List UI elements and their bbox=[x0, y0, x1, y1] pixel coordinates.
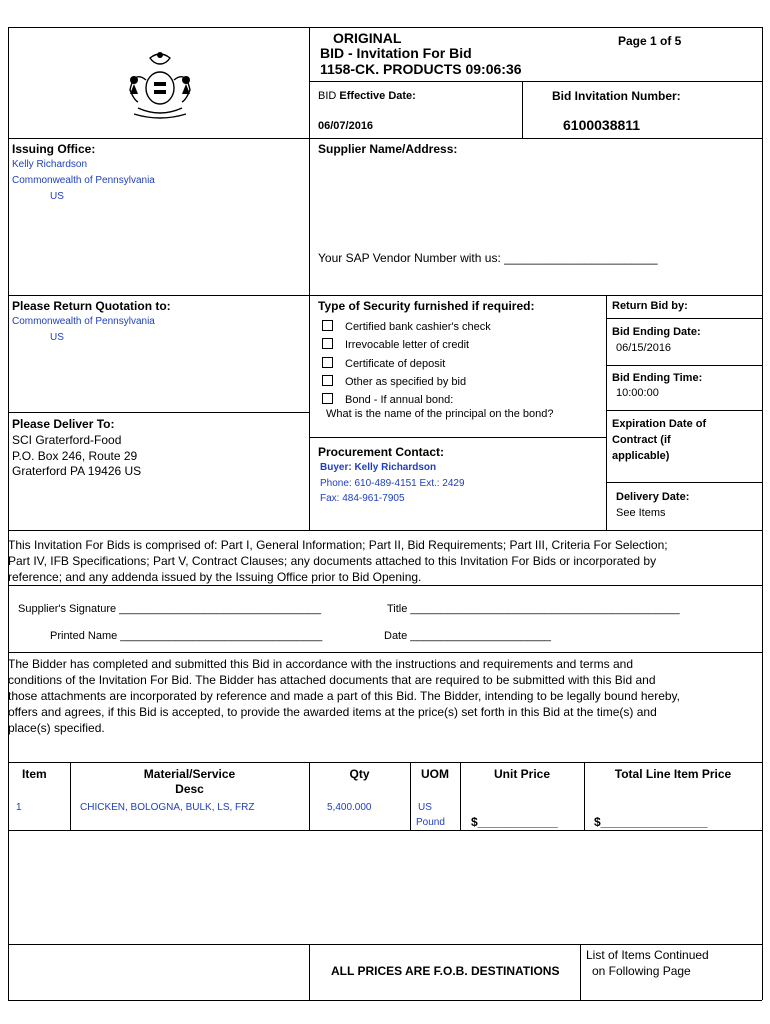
commonwealth-seal-icon bbox=[120, 50, 200, 120]
document-subtitle: 1158-CK. PRODUCTS 09:06:36 bbox=[320, 61, 522, 77]
column-header-uom: UOM bbox=[421, 767, 449, 781]
checkbox[interactable] bbox=[322, 320, 333, 331]
expiration-date-label-3: applicable) bbox=[612, 450, 670, 462]
security-option-cashier-check[interactable]: Certified bank cashier's check bbox=[322, 320, 491, 333]
issuing-office-label: Issuing Office: bbox=[12, 142, 96, 156]
issuing-office-country: US bbox=[50, 191, 64, 202]
bid-ending-date-value: 06/15/2016 bbox=[616, 342, 672, 354]
return-quotation-label: Please Return Quotation to: bbox=[12, 299, 171, 313]
supplier-label: Supplier Name/Address: bbox=[318, 142, 458, 156]
effective-date-label: BID Effective Date: bbox=[318, 90, 416, 102]
return-quotation-country: US bbox=[50, 332, 64, 343]
vendor-number-field[interactable]: Your SAP Vendor Number with us: _______________________ bbox=[318, 251, 658, 265]
security-option-deposit[interactable]: Certificate of deposit bbox=[322, 357, 445, 370]
document-title: BID - Invitation For Bid bbox=[320, 45, 472, 61]
deliver-to-line-2: P.O. Box 246, Route 29 bbox=[12, 449, 138, 463]
security-option-other[interactable]: Other as specified by bid bbox=[322, 375, 466, 388]
bid-ending-time-value: 10:00:00 bbox=[616, 387, 659, 399]
checkbox[interactable] bbox=[322, 393, 333, 404]
buyer-fax: Fax: 484-961-7905 bbox=[320, 493, 405, 504]
security-option-bond[interactable]: Bond - If annual bond: bbox=[322, 393, 453, 406]
bond-principal-question: What is the name of the principal on the bond? bbox=[326, 408, 554, 420]
checkbox[interactable] bbox=[322, 357, 333, 368]
return-bid-label: Return Bid by: bbox=[612, 300, 688, 312]
row-qty: 5,400.000 bbox=[327, 802, 372, 813]
delivery-date-value: See Items bbox=[616, 507, 666, 519]
issuing-office-name: Kelly Richardson bbox=[12, 159, 88, 170]
page-indicator: Page 1 of 5 bbox=[618, 34, 682, 48]
expiration-date-label-2: Contract (if bbox=[612, 434, 671, 446]
buyer-name: Buyer: Kelly Richardson bbox=[320, 462, 437, 473]
bid-ending-time-label: Bid Ending Time: bbox=[612, 372, 703, 384]
bid-ending-date-label: Bid Ending Date: bbox=[612, 326, 701, 338]
date-field[interactable]: Date _______________________ bbox=[384, 630, 551, 642]
delivery-date-label: Delivery Date: bbox=[616, 491, 690, 503]
security-option-letter-credit[interactable]: Irrevocable letter of credit bbox=[322, 338, 469, 351]
row-description: CHICKEN, BOLOGNA, BULK, LS, FRZ bbox=[80, 802, 255, 813]
deliver-to-line-1: SCI Graterford-Food bbox=[12, 433, 122, 447]
printed-name-field[interactable]: Printed Name _________________________________ bbox=[50, 630, 323, 642]
checkbox[interactable] bbox=[322, 375, 333, 386]
buyer-phone: Phone: 610-489-4151 Ext.: 2429 bbox=[320, 478, 465, 489]
column-header-qty: Qty bbox=[349, 767, 370, 781]
bid-number-value: 6100038811 bbox=[563, 117, 641, 133]
checkbox[interactable] bbox=[322, 338, 333, 349]
column-header-total: Total Line Item Price bbox=[614, 767, 732, 781]
column-header-unit-price: Unit Price bbox=[493, 767, 550, 781]
row-uom: US bbox=[418, 802, 432, 813]
items-continued-note: List of Items Continued bbox=[586, 948, 709, 962]
effective-date-value: 06/07/2016 bbox=[318, 120, 374, 132]
row-item-number: 1 bbox=[16, 802, 22, 813]
row-total-field[interactable]: $________________ bbox=[594, 815, 708, 829]
supplier-signature-field[interactable]: Supplier's Signature _________________________________ bbox=[18, 603, 322, 615]
row-unit-price-field[interactable]: $____________ bbox=[471, 815, 558, 829]
deliver-to-label: Please Deliver To: bbox=[12, 417, 115, 431]
fob-destination-note: ALL PRICES ARE F.O.B. DESTINATIONS bbox=[331, 964, 560, 978]
deliver-to-line-3: Graterford PA 19426 US bbox=[12, 464, 142, 478]
column-header-material: Material/Service Desc bbox=[143, 767, 236, 796]
issuing-office-org: Commonwealth of Pennsylvania bbox=[12, 175, 155, 186]
items-continued-note-2: on Following Page bbox=[592, 964, 691, 978]
row-uom-2: Pound bbox=[416, 817, 445, 828]
ifb-composition-paragraph: This Invitation For Bids is comprised of: Part I, General Information; Part II, Bid Requirements; Part III, Criteria For Selection; Part IV, IFB Specifications; Part V, Contract Clauses; any documents attached to this Invitation For Bids or incorporated by reference; and any addenda issued by the Issuing Office prior to Bid Opening. bbox=[8, 538, 668, 584]
security-type-label: Type of Security furnished if required: bbox=[318, 299, 535, 313]
title-field[interactable]: Title ____________________________________________ bbox=[387, 603, 680, 615]
expiration-date-label: Expiration Date of bbox=[612, 418, 707, 430]
bid-number-label: Bid Invitation Number: bbox=[552, 89, 681, 103]
column-header-item: Item bbox=[22, 767, 47, 781]
bidder-agreement-paragraph: The Bidder has completed and submitted this Bid in accordance with the instructions and requirements and terms and conditions of the Invitation For Bid. The Bidder has attached documents that are required to be submitted with this Bid and those attachments are incorporated by reference and made a part of this Bid. The Bidder, intending to be legally bound hereby, offers and agrees, if this Bid is accepted, to provide the awarded items at the price(s) set forth in this Bid at the time(s) and place(s) specified. bbox=[8, 657, 680, 735]
return-quotation-org: Commonwealth of Pennsylvania bbox=[12, 316, 155, 327]
original-label: ORIGINAL bbox=[333, 30, 402, 46]
procurement-contact-label: Procurement Contact: bbox=[318, 445, 445, 459]
